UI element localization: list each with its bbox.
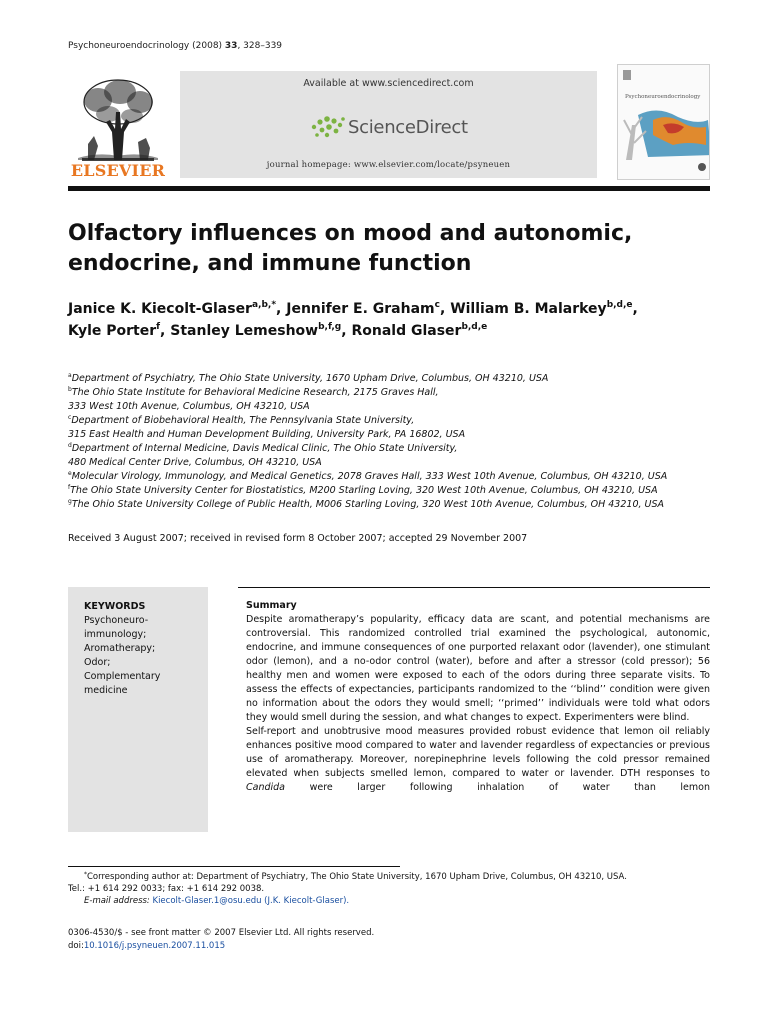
title-line-1: Olfactory influences on mood and autonomic, [68, 221, 633, 246]
affiliation-line: $^e$Molecular Virology, Immunology, and Medical Genetics, 2078 Graves Hall, 333 West 10th Avenue, Columbus, OH 43210, USA [68, 470, 668, 482]
keywords-heading: KEYWORDS [84, 601, 146, 612]
summary-rule [238, 587, 710, 588]
keyword-line: medicine [84, 685, 128, 696]
sciencedirect-dots-icon [308, 113, 350, 143]
header-rule [68, 186, 710, 191]
doi-line: doi:10.1016/j.psyneuen.2007.11.015 [68, 941, 226, 951]
affiliation-line: $^c$Department of Biobehavioral Health, The Pennsylvania State University, [68, 414, 415, 426]
author-name[interactable]: William B. Malarkey [450, 301, 607, 317]
footnotes [68, 871, 728, 907]
doi-link[interactable]: 10.1016/j.psyneuen.2007.11.015 [83, 941, 226, 951]
keywords-box [68, 587, 208, 832]
copyright-block [68, 927, 728, 953]
email-link[interactable]: Kiecolt-Glaser.1@osu.edu (J.K. Kiecolt-Glaser). [152, 896, 350, 906]
affiliation-line: 333 West 10th Avenue, Columbus, OH 43210, USA [68, 401, 310, 412]
affiliations [68, 372, 718, 512]
journal-citation: Psychoneuroendocrinology (2008) 33, 328–339 [68, 41, 283, 51]
author-name[interactable]: Stanley Lemeshow [170, 323, 319, 339]
email-line: E-mail address: Kiecolt-Glaser.1@osu.edu (J.K. Kiecolt-Glaser). [84, 896, 350, 906]
corresponding-author-note: *Corresponding author at: Department of Psychiatry, The Ohio State University, 1670 Upham Drive, Columbus, OH 43210, USA. [84, 871, 627, 882]
copyright-line: 0306-4530/$ - see front matter © 2007 Elsevier Ltd. All rights reserved. [68, 928, 375, 938]
cover-journal-title: Psychoneuroendocrinology [625, 94, 701, 100]
affiliation-line: $^a$Department of Psychiatry, The Ohio State University, 1670 Upham Drive, Columbus, OH 43210, USA [68, 372, 549, 384]
cover-artwork-icon [618, 65, 710, 180]
received-dates: Received 3 August 2007; received in revised form 8 October 2007; accepted 29 November 2007 [68, 533, 528, 544]
article-title [68, 219, 708, 279]
affiliation-line: $^b$The Ohio State Institute for Behavioral Medicine Research, 2175 Graves Hall, [68, 386, 439, 398]
summary-body [246, 613, 710, 795]
keyword-line: Aromatherapy; [84, 643, 156, 654]
keyword-line: immunology; [84, 629, 147, 640]
summary-paragraph-1: Despite aromatherapy’s popularity, efficacy data are scant, and potential mechanisms are controversial. This randomized controlled trial examined the psychological, autonomic, endocrine, and immune consequences of one purported relaxant odor (lavender), one stimulant odor (lemon), and a no-odor control (water), before and after a stressor (cold pressor); 56 healthy men and women were exposed to each of the odors during three separate visits. To assess the effects of expectancies, participants randomized to the ‘‘blind’’ condition were given no information about the odors they would smell; ‘‘primed’’ individuals were told what odors they would smell during the session, and what changes to expect. Experimenters were blind. [246, 614, 710, 723]
author-name[interactable]: Jennifer E. Graham [286, 301, 435, 317]
journal-homepage-text: journal homepage: www.elsevier.com/locate/psyneuen [266, 160, 511, 170]
tel-fax: Tel.: +1 614 292 0033; fax: +1 614 292 0038. [68, 884, 265, 894]
author-name[interactable]: Kyle Porter [68, 323, 157, 339]
author-name[interactable]: Ronald Glaser [351, 323, 462, 339]
title-line-2: endocrine, and immune function [68, 251, 472, 276]
author-line-1: Janice K. Kiecolt-Glaser$^{a,b,*}$, Jennifer E. Graham$^c$, William B. Malarkey$^{b,d,e}$, [68, 300, 638, 317]
affiliation-line: $^g$The Ohio State University College of Public Health, M006 Starling Loving, 320 West 10th Avenue, Columbus, OH 43210, USA [68, 498, 665, 510]
author-name[interactable]: Janice K. Kiecolt-Glaser [68, 301, 252, 317]
journal-cover-thumbnail [617, 64, 710, 180]
affiliation-line: $^f$The Ohio State University Center for Biostatistics, M200 Starling Loving, 320 West 10th Avenue, Columbus, OH 43210, USA [68, 484, 658, 496]
footnote-rule [68, 866, 400, 867]
sciencedirect-logo [308, 113, 478, 143]
keyword-line: Psychoneuro- [84, 615, 149, 626]
summary-heading: Summary [246, 600, 297, 611]
author-line-2: Kyle Porter$^f$, Stanley Lemeshow$^{b,f,g}$, Ronald Glaser$^{b,d,e}$ [68, 322, 488, 339]
available-at-text: Available at www.sciencedirect.com [303, 78, 474, 89]
author-list [68, 298, 718, 342]
keyword-line: Odor; [84, 657, 111, 668]
keyword-line: Complementary [84, 671, 161, 682]
affiliation-line: 315 East Health and Human Development Building, University Park, PA 16802, USA [68, 429, 466, 440]
affiliation-line: 480 Medical Center Drive, Columbus, OH 43210, USA [68, 457, 322, 468]
sciencedirect-wordmark: ScienceDirect [348, 117, 468, 138]
elsevier-wordmark: ELSEVIER [70, 161, 166, 180]
affiliation-line: $^d$Department of Internal Medicine, Davis Medical Clinic, The Ohio State University, [68, 442, 458, 454]
summary-paragraph-2: Self-report and unobtrusive mood measures provided robust evidence that lemon oil reliably enhances positive mood compared to water and lavender regardless of expectancies or previous use of aromatherapy. Moreover, norepinephrine levels following the cold pressor remained elevated when subjects smelled lemon, compared to water or lavender. DTH responses to Candida were larger following inhalation of water than lemon [246, 726, 710, 793]
